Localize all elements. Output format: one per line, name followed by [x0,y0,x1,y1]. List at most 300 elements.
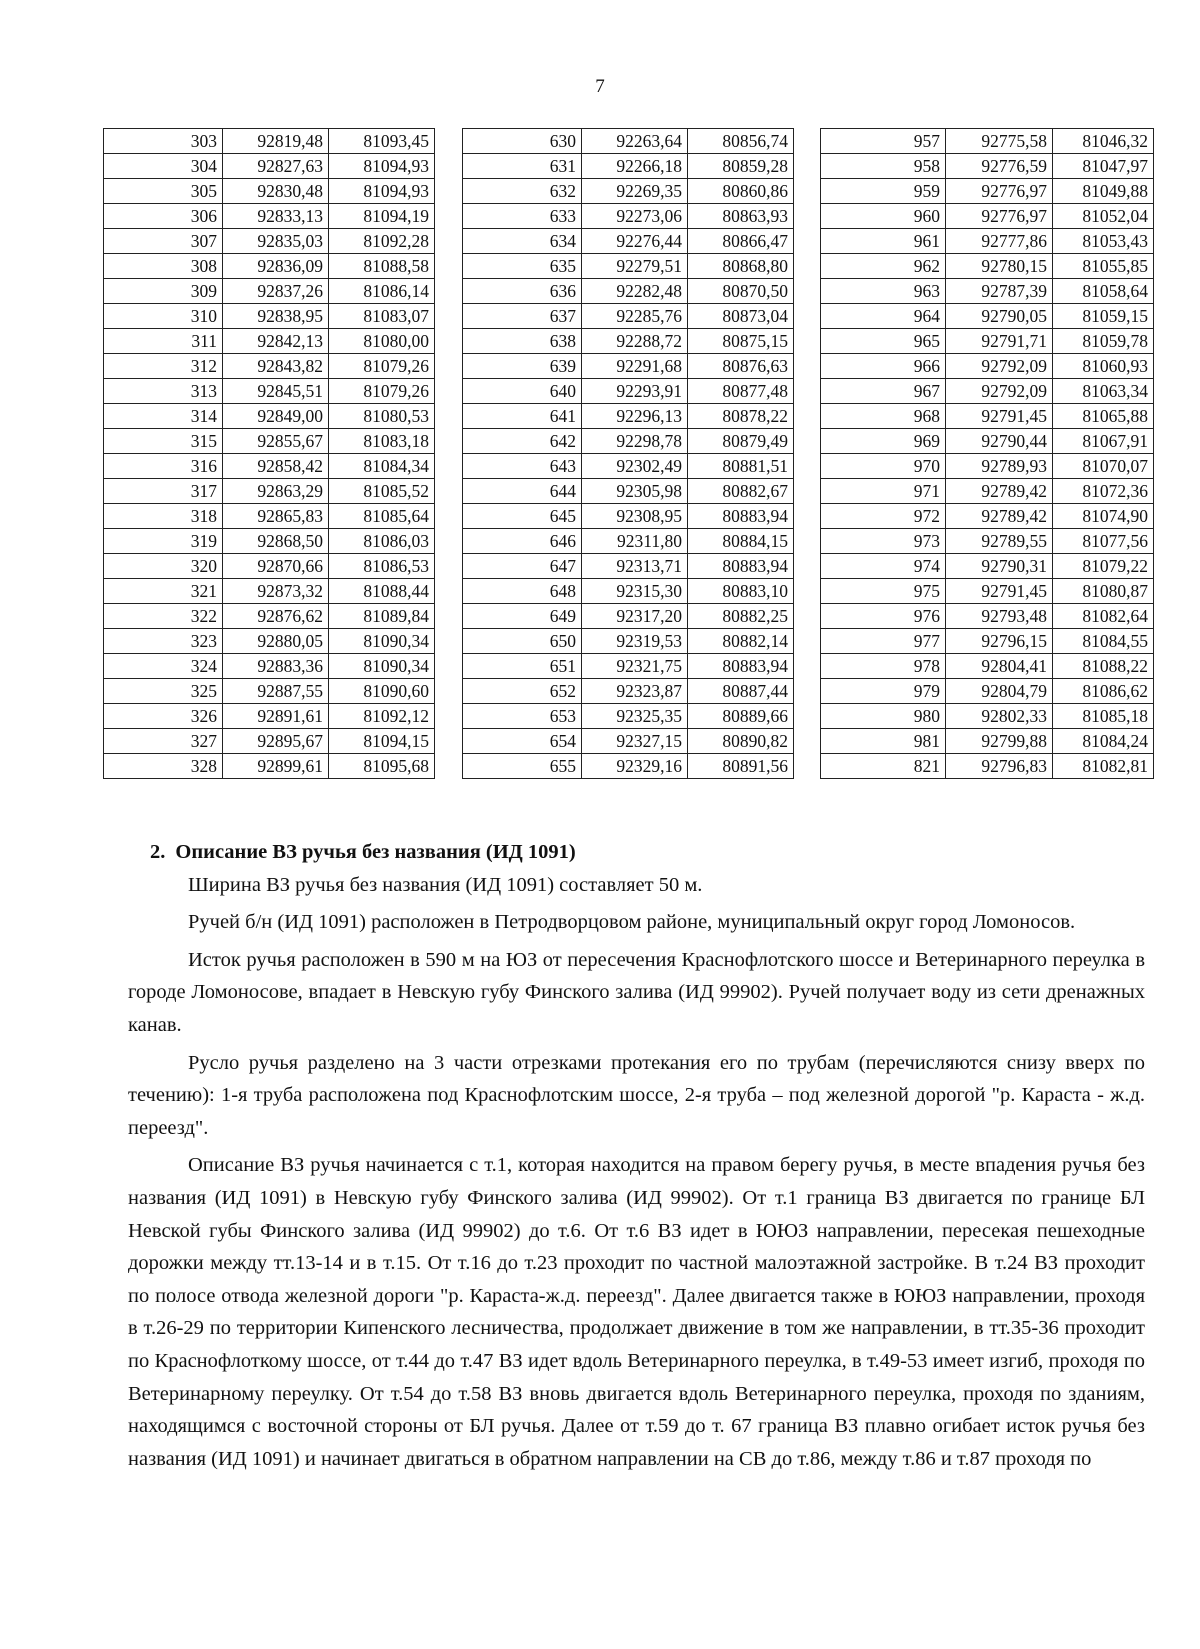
section-2 [128,836,1145,1475]
point-number-cell: 960 [821,204,946,229]
coordinate-y-cell: 81046,32 [1053,129,1154,154]
point-number-cell: 958 [821,154,946,179]
coordinate-x-cell: 92315,30 [582,579,688,604]
coordinate-y-cell: 81082,81 [1053,754,1154,779]
coordinate-y-cell: 81055,85 [1053,254,1154,279]
point-number-cell: 978 [821,654,946,679]
coordinate-y-cell: 80866,47 [688,229,794,254]
coordinate-y-cell: 80883,10 [688,579,794,604]
point-number-cell: 646 [463,529,582,554]
coordinate-y-cell: 80876,63 [688,354,794,379]
table-row [104,404,435,429]
coordinate-y-cell: 81074,90 [1053,504,1154,529]
coordinate-y-cell: 81082,64 [1053,604,1154,629]
coordinate-y-cell: 81090,34 [329,629,435,654]
coordinate-y-cell: 81049,88 [1053,179,1154,204]
coordinate-x-cell: 92895,67 [223,729,329,754]
point-number-cell: 320 [104,554,223,579]
point-number-cell: 308 [104,254,223,279]
table-row [821,579,1154,604]
coordinate-y-cell: 81093,45 [329,129,435,154]
coordinate-y-cell: 81089,84 [329,604,435,629]
coordinate-y-cell: 81080,87 [1053,579,1154,604]
coordinate-y-cell: 81079,26 [329,379,435,404]
point-number-cell: 635 [463,254,582,279]
table-row [821,179,1154,204]
table-row [821,229,1154,254]
coordinate-x-cell: 92789,93 [946,454,1053,479]
table-row [821,204,1154,229]
point-number-cell: 980 [821,704,946,729]
paragraph: Ручей б/н (ИД 1091) расположен в Петродворцовом районе, муниципальный округ город Ломоносов. [188,911,1076,934]
point-number-cell: 323 [104,629,223,654]
table-row [821,454,1154,479]
table-row [821,554,1154,579]
coordinate-y-cell: 80859,28 [688,154,794,179]
point-number-cell: 632 [463,179,582,204]
table-row [463,429,794,454]
table-row [463,579,794,604]
table-row [821,529,1154,554]
coordinate-y-cell: 81090,34 [329,654,435,679]
table-row [821,329,1154,354]
coordinate-y-cell: 81088,44 [329,579,435,604]
table-row [104,379,435,404]
coordinate-x-cell: 92858,42 [223,454,329,479]
point-number-cell: 975 [821,579,946,604]
point-number-cell: 641 [463,404,582,429]
table-row [821,304,1154,329]
coordinate-x-cell: 92329,16 [582,754,688,779]
coordinate-x-cell: 92777,86 [946,229,1053,254]
table-row [463,304,794,329]
point-number-cell: 318 [104,504,223,529]
point-number-cell: 979 [821,679,946,704]
coordinate-y-cell: 81092,28 [329,229,435,254]
point-number-cell: 326 [104,704,223,729]
table-row [104,529,435,554]
point-number-cell: 977 [821,629,946,654]
table-row [821,379,1154,404]
coordinate-y-cell: 81084,24 [1053,729,1154,754]
coordinate-x-cell: 92880,05 [223,629,329,654]
point-number-cell: 959 [821,179,946,204]
coordinate-y-cell: 81072,36 [1053,479,1154,504]
coordinate-x-cell: 92830,48 [223,179,329,204]
point-number-cell: 644 [463,479,582,504]
table-row [821,429,1154,454]
table-row [104,629,435,654]
coordinate-y-cell: 81065,88 [1053,404,1154,429]
table-row [104,304,435,329]
coordinate-y-cell: 81070,07 [1053,454,1154,479]
point-number-cell: 968 [821,404,946,429]
coordinate-x-cell: 92899,61 [223,754,329,779]
coordinate-x-cell: 92325,35 [582,704,688,729]
coordinate-x-cell: 92887,55 [223,679,329,704]
coordinate-x-cell: 92804,79 [946,679,1053,704]
coordinate-x-cell: 92273,06 [582,204,688,229]
section-heading [150,836,1145,869]
coordinate-x-cell: 92883,36 [223,654,329,679]
coordinate-x-cell: 92323,87 [582,679,688,704]
point-number-cell: 654 [463,729,582,754]
table-row [821,354,1154,379]
table-row [463,404,794,429]
coordinate-y-cell: 81086,14 [329,279,435,304]
point-number-cell: 973 [821,529,946,554]
coordinate-x-cell: 92793,48 [946,604,1053,629]
coordinates-table-2 [462,128,794,779]
table-row [463,179,794,204]
table-row [463,204,794,229]
point-number-cell: 327 [104,729,223,754]
point-number-cell: 964 [821,304,946,329]
point-number-cell: 319 [104,529,223,554]
coordinate-x-cell: 92288,72 [582,329,688,354]
table-row [463,554,794,579]
coordinate-y-cell: 81077,56 [1053,529,1154,554]
table-row [104,754,435,779]
paragraph: Русло ручья разделено на 3 части отрезками протекания его по трубам (перечисляются снизу вверх по течению): 1-я труба расположена под Краснофлотским шоссе, 2-я труба – под железной дорогой "р. Караста - ж.д. переезд". [128,1051,1145,1139]
point-number-cell: 965 [821,329,946,354]
point-number-cell: 325 [104,679,223,704]
coordinate-x-cell: 92776,59 [946,154,1053,179]
table-row [463,754,794,779]
coordinate-x-cell: 92269,35 [582,179,688,204]
section-number: 2. [150,841,166,863]
table-row [821,279,1154,304]
coordinate-y-cell: 80868,80 [688,254,794,279]
point-number-cell: 961 [821,229,946,254]
coordinate-x-cell: 92789,42 [946,504,1053,529]
coordinate-y-cell: 80884,15 [688,529,794,554]
point-number-cell: 315 [104,429,223,454]
point-number-cell: 640 [463,379,582,404]
coordinate-x-cell: 92776,97 [946,179,1053,204]
table-row [463,354,794,379]
point-number-cell: 307 [104,229,223,254]
coordinate-y-cell: 81095,68 [329,754,435,779]
point-number-cell: 637 [463,304,582,329]
point-number-cell: 305 [104,179,223,204]
coordinate-y-cell: 80889,66 [688,704,794,729]
table-row [104,554,435,579]
point-number-cell: 639 [463,354,582,379]
table-row [463,229,794,254]
coordinate-y-cell: 80887,44 [688,679,794,704]
table-row [821,604,1154,629]
table-row [463,154,794,179]
coordinate-x-cell: 92276,44 [582,229,688,254]
point-number-cell: 322 [104,604,223,629]
point-number-cell: 630 [463,129,582,154]
coordinate-x-cell: 92792,09 [946,354,1053,379]
point-number-cell: 970 [821,454,946,479]
point-number-cell: 650 [463,629,582,654]
table-row [463,254,794,279]
coordinate-y-cell: 80883,94 [688,554,794,579]
coordinate-x-cell: 92317,20 [582,604,688,629]
coordinate-y-cell: 81059,78 [1053,329,1154,354]
paragraph: Ширина ВЗ ручья без названия (ИД 1091) составляет 50 м. [188,873,703,896]
coordinate-y-cell: 81080,53 [329,404,435,429]
point-number-cell: 313 [104,379,223,404]
point-number-cell: 651 [463,654,582,679]
coordinate-x-cell: 92865,83 [223,504,329,529]
table-row [104,729,435,754]
coordinate-y-cell: 81085,64 [329,504,435,529]
table-row [821,654,1154,679]
page-number: 7 [595,76,605,97]
point-number-cell: 652 [463,679,582,704]
point-number-cell: 647 [463,554,582,579]
point-number-cell: 653 [463,704,582,729]
point-number-cell: 972 [821,504,946,529]
coordinate-x-cell: 92298,78 [582,429,688,454]
coordinate-y-cell: 81060,93 [1053,354,1154,379]
point-number-cell: 638 [463,329,582,354]
coordinate-y-cell: 81086,53 [329,554,435,579]
coordinate-y-cell: 81084,34 [329,454,435,479]
coordinate-y-cell: 81047,97 [1053,154,1154,179]
coordinates-table-3 [820,128,1154,779]
table-row [463,679,794,704]
point-number-cell: 328 [104,754,223,779]
table-row [821,154,1154,179]
coordinate-x-cell: 92791,45 [946,579,1053,604]
coordinate-x-cell: 92849,00 [223,404,329,429]
table-row [821,679,1154,704]
coordinate-x-cell: 92293,91 [582,379,688,404]
point-number-cell: 303 [104,129,223,154]
table-row [104,454,435,479]
point-number-cell: 311 [104,329,223,354]
coordinate-x-cell: 92804,41 [946,654,1053,679]
coordinate-y-cell: 80883,94 [688,504,794,529]
coordinate-x-cell: 92789,42 [946,479,1053,504]
coordinate-y-cell: 81053,43 [1053,229,1154,254]
coordinate-x-cell: 92842,13 [223,329,329,354]
coordinate-x-cell: 92843,82 [223,354,329,379]
coordinate-y-cell: 81086,03 [329,529,435,554]
coordinate-y-cell: 81088,58 [329,254,435,279]
coordinate-x-cell: 92321,75 [582,654,688,679]
table-row [104,654,435,679]
table-row [104,179,435,204]
table-row [104,429,435,454]
coordinate-x-cell: 92789,55 [946,529,1053,554]
coordinate-y-cell: 80879,49 [688,429,794,454]
coordinate-y-cell: 81085,52 [329,479,435,504]
coordinate-x-cell: 92787,39 [946,279,1053,304]
table-row [463,129,794,154]
coordinate-x-cell: 92327,15 [582,729,688,754]
coordinate-y-cell: 80878,22 [688,404,794,429]
point-number-cell: 962 [821,254,946,279]
coordinate-y-cell: 80856,74 [688,129,794,154]
point-number-cell: 636 [463,279,582,304]
table-row [821,729,1154,754]
coordinate-y-cell: 81092,12 [329,704,435,729]
table-row [104,479,435,504]
coordinate-x-cell: 92868,50 [223,529,329,554]
table-row [463,704,794,729]
point-number-cell: 643 [463,454,582,479]
table-row [104,129,435,154]
coordinate-x-cell: 92790,05 [946,304,1053,329]
coordinate-y-cell: 80890,82 [688,729,794,754]
coordinate-y-cell: 80863,93 [688,204,794,229]
coordinate-x-cell: 92313,71 [582,554,688,579]
point-number-cell: 317 [104,479,223,504]
point-number-cell: 648 [463,579,582,604]
table-row [821,254,1154,279]
table-row [821,754,1154,779]
point-number-cell: 966 [821,354,946,379]
table-row [104,704,435,729]
coordinate-x-cell: 92873,32 [223,579,329,604]
coordinate-x-cell: 92827,63 [223,154,329,179]
point-number-cell: 645 [463,504,582,529]
coordinate-y-cell: 80882,25 [688,604,794,629]
table-row [463,479,794,504]
table-row [104,504,435,529]
table-row [104,604,435,629]
point-number-cell: 309 [104,279,223,304]
coordinate-x-cell: 92837,26 [223,279,329,304]
point-number-cell: 655 [463,754,582,779]
point-number-cell: 631 [463,154,582,179]
table-row [463,604,794,629]
coordinate-x-cell: 92819,48 [223,129,329,154]
point-number-cell: 963 [821,279,946,304]
table-row [104,579,435,604]
table-row [104,204,435,229]
point-number-cell: 312 [104,354,223,379]
coordinate-y-cell: 81094,15 [329,729,435,754]
coordinate-y-cell: 81083,18 [329,429,435,454]
point-number-cell: 649 [463,604,582,629]
coordinate-y-cell: 80881,51 [688,454,794,479]
coordinate-x-cell: 92796,83 [946,754,1053,779]
coordinate-x-cell: 92308,95 [582,504,688,529]
coordinate-x-cell: 92266,18 [582,154,688,179]
coordinate-x-cell: 92775,58 [946,129,1053,154]
table-row [821,704,1154,729]
point-number-cell: 306 [104,204,223,229]
coordinate-y-cell: 81084,55 [1053,629,1154,654]
table-row [463,529,794,554]
table-row [104,254,435,279]
coordinate-y-cell: 81085,18 [1053,704,1154,729]
coordinate-x-cell: 92796,15 [946,629,1053,654]
coordinate-x-cell: 92780,15 [946,254,1053,279]
table-row [463,279,794,304]
coordinate-y-cell: 80891,56 [688,754,794,779]
coordinate-y-cell: 81059,15 [1053,304,1154,329]
coordinate-y-cell: 81067,91 [1053,429,1154,454]
coordinate-y-cell: 81094,93 [329,179,435,204]
point-number-cell: 633 [463,204,582,229]
point-number-cell: 969 [821,429,946,454]
point-number-cell: 634 [463,229,582,254]
coordinate-x-cell: 92285,76 [582,304,688,329]
coordinate-x-cell: 92799,88 [946,729,1053,754]
coordinate-y-cell: 81088,22 [1053,654,1154,679]
paragraph: Описание ВЗ ручья начинается с т.1, которая находится на правом берегу ручья, в месте впадения ручья без названия (ИД 1091) в Невскую губу Финского залива (ИД 99902). От т.1 граница ВЗ двигается по границе БЛ Невской губы Финского залива (ИД 99902) до т.6. От т.6 ВЗ идет в ЮЮЗ направлении, пересекая пешеходные дорожки между тт.13-14 и в т.15. От т.16 до т.23 проходит по частной малоэтажной застройке. В т.24 ВЗ проходит по полосе отвода железной дороги "р. Караста-ж.д. переезд". Далее двигается также в ЮЮЗ направлении, проходя в т.26-29 по территории Кипенского лесничества, продолжает движение в том же направлении, в тт.35-36 проходит по Краснофлоткому шоссе, от т.44 до т.47 ВЗ идет вдоль Ветеринарного переулка, в т.49-53 имеет изгиб, проходя по Ветеринарному переулку. От т.54 до т.58 ВЗ вновь двигается вдоль Ветеринарного переулка, проходя по зданиям, находящимся с восточной стороны от БЛ ручья. Далее от т.59 до т. 67 граница ВЗ плавно огибает исток ручья без названия (ИД 1091) и начинает двигаться в обратном направлении на СВ до т.86, между т.86 и т.87 проходя по [128,1154,1145,1470]
point-number-cell: 310 [104,304,223,329]
point-number-cell: 957 [821,129,946,154]
coordinate-y-cell: 81090,60 [329,679,435,704]
table-row [821,629,1154,654]
section-title: Описание ВЗ ручья без названия (ИД 1091) [175,841,576,863]
coordinate-y-cell: 81083,07 [329,304,435,329]
table-row [821,404,1154,429]
table-row [104,229,435,254]
point-number-cell: 304 [104,154,223,179]
coordinate-x-cell: 92838,95 [223,304,329,329]
coordinate-y-cell: 80875,15 [688,329,794,354]
coordinate-x-cell: 92791,45 [946,404,1053,429]
table-row [463,329,794,354]
coordinate-y-cell: 81079,22 [1053,554,1154,579]
coordinate-x-cell: 92311,80 [582,529,688,554]
table-row [821,129,1154,154]
coordinate-x-cell: 92279,51 [582,254,688,279]
coordinate-x-cell: 92833,13 [223,204,329,229]
coordinate-y-cell: 81063,34 [1053,379,1154,404]
coordinate-y-cell: 81052,04 [1053,204,1154,229]
table-row [104,329,435,354]
table-row [821,479,1154,504]
point-number-cell: 321 [104,579,223,604]
coordinate-x-cell: 92855,67 [223,429,329,454]
table-row [104,354,435,379]
coordinate-y-cell: 80860,86 [688,179,794,204]
coordinate-y-cell: 81080,00 [329,329,435,354]
coordinate-y-cell: 81058,64 [1053,279,1154,304]
table-row [821,504,1154,529]
coordinate-x-cell: 92790,44 [946,429,1053,454]
coordinate-x-cell: 92790,31 [946,554,1053,579]
coordinate-y-cell: 80873,04 [688,304,794,329]
coordinate-x-cell: 92791,71 [946,329,1053,354]
coordinates-table-1 [103,128,435,779]
coordinate-y-cell: 80882,14 [688,629,794,654]
table-row [104,679,435,704]
coordinate-x-cell: 92870,66 [223,554,329,579]
coordinate-x-cell: 92836,09 [223,254,329,279]
table-row [463,629,794,654]
coordinate-x-cell: 92302,49 [582,454,688,479]
table-row [463,454,794,479]
coordinate-x-cell: 92282,48 [582,279,688,304]
coordinate-y-cell: 80870,50 [688,279,794,304]
point-number-cell: 981 [821,729,946,754]
point-number-cell: 967 [821,379,946,404]
coordinate-x-cell: 92792,09 [946,379,1053,404]
coordinate-x-cell: 92802,33 [946,704,1053,729]
coordinate-y-cell: 81086,62 [1053,679,1154,704]
point-number-cell: 642 [463,429,582,454]
point-number-cell: 971 [821,479,946,504]
coordinate-x-cell: 92305,98 [582,479,688,504]
table-row [104,279,435,304]
coordinate-y-cell: 80877,48 [688,379,794,404]
table-row [463,504,794,529]
point-number-cell: 821 [821,754,946,779]
